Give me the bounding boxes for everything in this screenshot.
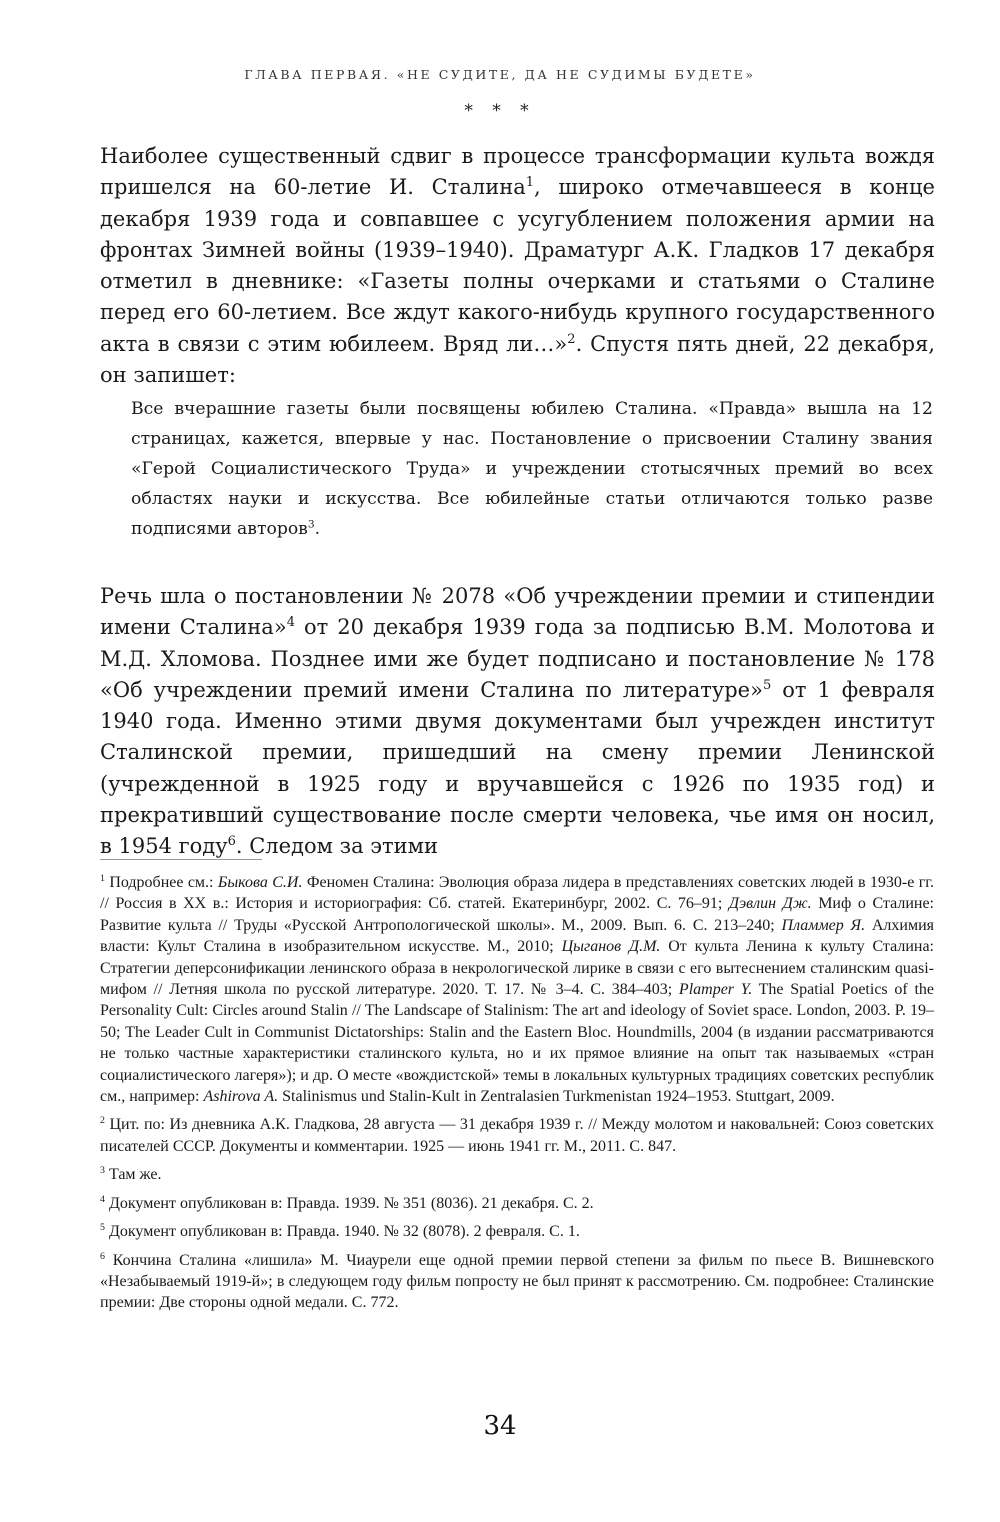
text-run: . Спустя пять дней, 22 декабря, он запишет: bbox=[100, 331, 936, 388]
text-run: Речь шла о постановлении № 2078 «Об учреждении премии и стипендии имени Сталина» bbox=[100, 584, 935, 640]
footnote-separator bbox=[100, 859, 262, 860]
text-run: Там же. bbox=[104, 1166, 162, 1184]
footnote-number: 1 bbox=[100, 872, 105, 884]
text-run: Наиболее существенный сдвиг в процессе трансформации культа вождя пришелся на 60-летие И. Сталина bbox=[100, 144, 935, 200]
footnote-ref-2[interactable]: 2 bbox=[567, 331, 576, 347]
footnote-2 bbox=[100, 1114, 934, 1157]
author-name: Пламмер Я. bbox=[781, 916, 866, 934]
text-run: Алхимия власти: Культ Сталина в изобразительном искусстве. М., 2010; bbox=[100, 916, 935, 956]
footnote-ref-6[interactable]: 6 bbox=[227, 834, 236, 850]
text-run: , широко отмечавшееся в конце декабря 1939 года и совпавшее с усугублением положения армии на фронтах Зимней войны (1939–1940). Драматург А.К. Гладков 17 декабря отметил в дневнике: «Газеты полны очерками и статьями о Сталине перед его 60-летием. Все ждут какого-нибудь крупного государственного акта в связи с этим юбилеем. Вряд ли…» bbox=[100, 175, 935, 356]
text-run: Кончина Сталина «лишила» М. Чиаурели еще одной премии первой степени за фильм по пьесе В. Вишневского «Незабываемый 1919-й»; в следующем году фильм попросту не был принят к рассмотрению. См. подробнее: Сталинские премии: Две стороны одной медали. С. 772. bbox=[100, 1251, 934, 1312]
running-head: ГЛАВА ПЕРВАЯ. «НЕ СУДИТЕ, ДА НЕ СУДИМЫ БУДЕТЕ» bbox=[244, 67, 756, 82]
text-run: Подробнее см.: bbox=[104, 874, 218, 891]
text-run: Stalinismus und Stalin-Kult in Zentralasien Turkmenistan 1924–1953. Stuttgart, 2009. bbox=[278, 1088, 835, 1106]
author-name: Дэвлин Дж. bbox=[728, 895, 812, 913]
text-run: Цит. по: Из дневника А.К. Гладкова, 28 августа — 31 декабря 1939 г. // Между молотом и наковальней: Союз советских писателей СССР. Документы и комментарии. 1925 — июнь 1941 гг. М., 2011. С. 847. bbox=[100, 1116, 934, 1155]
footnote-6 bbox=[100, 1250, 934, 1314]
text-run: от 20 декабря 1939 года за подписью В.М. Молотова и М.Д. Хломова. Позднее ими же будет подписано и постановление № 178 «Об учреждении премий имени Сталина по литературе» bbox=[100, 615, 936, 702]
footnote-ref-1[interactable]: 1 bbox=[525, 175, 534, 191]
author-name: Быкова С.И. bbox=[217, 874, 303, 891]
body-paragraph-1 bbox=[100, 141, 935, 391]
author-name: Ashirova A. bbox=[203, 1088, 279, 1106]
section-divider: * * * bbox=[464, 101, 536, 121]
text-run: Документ опубликован в: Правда. 1939. № 351 (8036). 21 декабря. С. 2. bbox=[104, 1194, 594, 1212]
footnote-number: 2 bbox=[100, 1115, 105, 1127]
footnote-ref-3[interactable]: 3 bbox=[307, 517, 315, 531]
footnote-number: 5 bbox=[100, 1221, 105, 1233]
text-run: . Следом за этими bbox=[235, 834, 438, 859]
page-number: 34 bbox=[483, 1411, 517, 1441]
footnote-number: 4 bbox=[100, 1193, 105, 1205]
footnote-1 bbox=[100, 872, 934, 1107]
text-run: . bbox=[314, 519, 321, 539]
text-run: Документ опубликован в: Правда. 1940. № 32 (8078). 2 февраля. С. 1. bbox=[104, 1223, 580, 1241]
footnote-number: 6 bbox=[100, 1250, 105, 1262]
author-name: Цыганов Д.М. bbox=[561, 938, 661, 956]
footnote-ref-4[interactable]: 4 bbox=[286, 615, 295, 631]
footnote-5 bbox=[100, 1221, 934, 1242]
body-paragraph-2 bbox=[100, 581, 935, 863]
text-run: от 1 февраля 1940 года. Именно этими двумя документами был учрежден институт Сталинской премии, пришедший на смену премии Ленинской (учрежденной в 1925 году и вручавшейся с 1926 по 1935 год) и прекративший существование после смерти человека, чье имя он носил, в 1954 году bbox=[100, 677, 936, 859]
footnote-number: 3 bbox=[100, 1165, 105, 1177]
footnote-ref-5[interactable]: 5 bbox=[762, 677, 772, 693]
block-quote bbox=[131, 394, 933, 544]
footnotes-list bbox=[100, 872, 934, 1321]
text-run: Миф о Сталине: Развитие культа // Труды «Русской Антропологической школы». М., 2009. Вып. 6. С. 213–240; bbox=[100, 895, 935, 934]
text-run: Феномен Сталина: Эволюция образа лидера в представлениях советских людей в 1930-е гг. // Россия в XX в.: История и историография: Сб. статей. Екатеринбург, 2002. С. 76–91; bbox=[100, 874, 935, 913]
footnote-3 bbox=[100, 1164, 934, 1185]
text-run: The Spatial Poetics of the Personality Cult: Circles around Stalin // The Landscape of Stalinism: The art and ideology of Soviet space. London, 2003. P. 19–50; The Leader Cult in Communist Dictatorships: Stalin and the Eastern Bloc. Houndmills, 2004 (в издании рассматриваются не только частные характеристики сталинского культа, но и их прямое влияние на опыт так называемых «стран социалистического лагеря»); и др. О месте «вождистской» темы в локальных культурных традициях советских республик см., например: bbox=[100, 981, 934, 1106]
author-name: Plamper Y. bbox=[678, 981, 753, 999]
footnote-4 bbox=[100, 1193, 934, 1214]
text-run: От культа Ленина к культу Сталина: Стратегии деперсонификации ленинского образа в некрологической лирике в связи с его вытеснением сталинским quasi-мифом // Летняя школа по русской литературе. 2020. Т. 17. № 3–4. С. 384–403; bbox=[100, 938, 934, 999]
text-run: Все вчерашние газеты были посвящены юбилею Сталина. «Правда» вышла на 12 страницах, кажется, впервые у нас. Постановление о присвоении Сталину звания «Герой Социалистического Труда» и учреждении стотысячных премий во всех областях науки и искусства. Все юбилейные статьи отличаются только разве подписями авторов bbox=[131, 399, 933, 539]
